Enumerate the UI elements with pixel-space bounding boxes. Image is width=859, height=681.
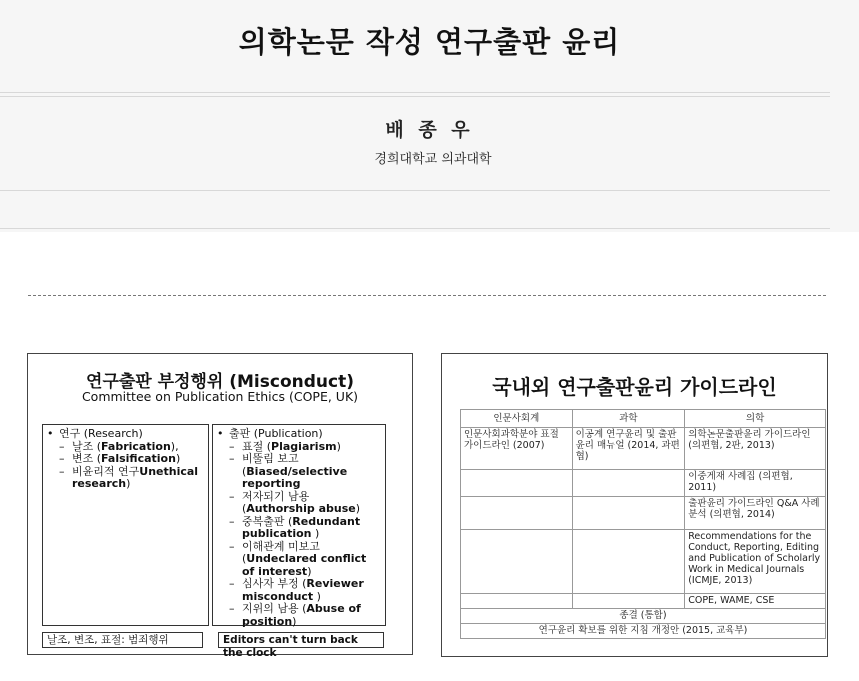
table-cell: Recommendations for the Conduct, Reporting, Editing and Publication of Scholarly Work in Medical Journals (ICMJE, 2013): [685, 530, 826, 594]
list-item: [59, 466, 204, 491]
publication-list: [217, 441, 381, 629]
table-cell: 인문사회과학분야 표절 가이드라인 (2007): [461, 428, 573, 470]
author-affiliation: 경희대학교 의과대학: [374, 152, 492, 167]
dash-icon: –: [59, 439, 65, 453]
item-text: 변조 (Falsification): [72, 452, 181, 465]
column-header: 의학: [685, 410, 826, 428]
list-item: [229, 603, 381, 628]
item-text: 표절 (Plagiarism): [242, 439, 341, 453]
table-cell: [461, 497, 573, 530]
table-cell: [572, 530, 685, 594]
combined-row: 종결 (통합): [461, 609, 826, 624]
research-heading: 연구 (Research): [59, 427, 143, 440]
item-text: 심사자 부정 (Reviewer misconduct ): [242, 577, 364, 603]
publication-heading: 출판 (Publication): [229, 427, 323, 440]
table-cell: 이중게재 사례집 (의편협, 2011): [685, 470, 826, 497]
top-slide: [0, 0, 859, 232]
guidelines-slide: [441, 353, 828, 657]
final-row: 연구윤리 확보를 위한 지침 개정안 (2015, 교육부): [461, 624, 826, 639]
misconduct-slide: [27, 353, 413, 659]
table-cell: 이공계 연구윤리 및 출판윤리 매뉴얼 (2014, 과편협): [572, 428, 685, 470]
dash-icon: –: [59, 464, 65, 478]
item-text: 지위의 남용 (Abuse of position): [242, 602, 361, 628]
dash-icon: –: [59, 452, 65, 465]
table-cell: COPE, WAME, CSE: [685, 594, 826, 609]
guideline-table: [460, 409, 826, 639]
divider: [0, 96, 830, 97]
table-cell: [461, 530, 573, 594]
dash-icon: –: [229, 489, 235, 503]
item-text: 저자되기 남용 (Authorship abuse): [242, 489, 360, 515]
item-text: 날조 (Fabrication),: [72, 439, 179, 453]
table-cell: [572, 497, 685, 530]
dash-icon: –: [229, 602, 235, 615]
research-list: [47, 441, 204, 491]
divider: [0, 92, 830, 93]
table-cell: [461, 470, 573, 497]
list-item: [229, 516, 381, 541]
slide-title: 연구출판 부정행위 (Misconduct): [86, 372, 354, 392]
table-cell: [572, 470, 685, 497]
item-text: 중복출판 (Redundant publication ): [242, 514, 361, 540]
slide-subtitle: Committee on Publication Ethics (COPE, UK): [81, 389, 359, 404]
item-text: 비윤리적 연구Unethical research): [72, 464, 199, 490]
item-text: 이해관계 미보고 (Undeclared conflict of interest): [242, 539, 367, 578]
dash-icon: –: [229, 577, 235, 590]
dash-icon: –: [229, 439, 235, 453]
table-cell: 의학논문출판윤리 가이드라인 (의편협, 2판, 2013): [685, 428, 826, 470]
table-cell: 출판윤리 가이드라인 Q&A 사례분석 (의편협, 2014): [685, 497, 826, 530]
dash-icon: –: [229, 452, 235, 465]
list-item: [229, 453, 381, 491]
column-header: 인문사회계: [461, 410, 573, 428]
column-header: 과학: [572, 410, 685, 428]
dash-icon: –: [229, 514, 235, 528]
editors-note: Editors can't turn back the clock: [218, 632, 384, 648]
crime-note: 날조, 변조, 표절: 범죄행위: [42, 632, 203, 648]
dash-icon: –: [229, 539, 235, 553]
publication-box: • 출판 (Publication) – 표절 (Plagiarism) – 비뚤림 보고 (Biased/selective reporting – 저자되기 남용 (Authorship abuse) – 중복출판 (Redundant publication ) – 이해관계 미보고 (Undeclared conflict of interest) – 심사자 부정 (Reviewer misconduct ) – 지위의 남용 (Abuse of position): [212, 424, 386, 626]
item-text: 비뚤림 보고 (Biased/selective reporting: [242, 452, 348, 490]
author-name: 배 종 우: [385, 119, 474, 141]
page-title: 의학논문 작성 연구출판 윤리: [238, 25, 621, 59]
list-item: [229, 541, 381, 579]
cut-line: [28, 295, 826, 296]
research-box: • 연구 (Research) – 날조 (Fabrication), – 변조 (Falsification) – 비윤리적 연구Unethical research): [42, 424, 209, 626]
list-item: [229, 491, 381, 516]
divider: [0, 190, 830, 191]
list-item: [229, 578, 381, 603]
divider: [0, 228, 830, 229]
table-cell: [572, 594, 685, 609]
slide-title: 국내외 연구출판윤리 가이드라인: [492, 375, 777, 399]
table-cell: [461, 594, 573, 609]
